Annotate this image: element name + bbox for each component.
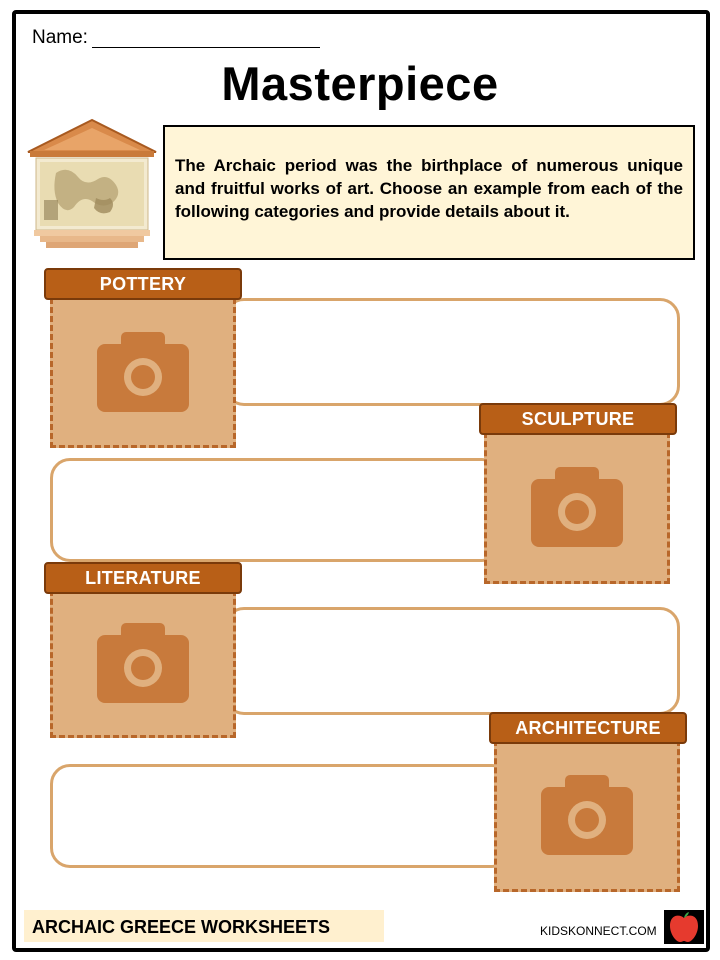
footer-brand: KIDSKONNECT.COM	[540, 924, 657, 938]
tab-architecture: ARCHITECTURE	[489, 712, 687, 744]
tab-literature: LITERATURE	[44, 562, 242, 594]
sculpture-answer-box[interactable]	[50, 458, 502, 562]
apple-icon	[664, 910, 704, 944]
name-label: Name:	[32, 27, 88, 48]
literature-answer-box[interactable]	[224, 607, 680, 715]
pottery-image-box[interactable]	[50, 298, 236, 448]
literature-image-box[interactable]	[50, 590, 236, 738]
name-field[interactable]	[92, 47, 320, 48]
tab-pottery: POTTERY	[44, 268, 242, 300]
page-title: Masterpiece	[221, 57, 499, 110]
architecture-image-box[interactable]	[494, 740, 680, 892]
footer-title: ARCHAIC GREECE WORKSHEETS	[32, 917, 331, 937]
instructions-box: The Archaic period was the birthplace of numerous unique and fruitful works of art. Choose an example from each of the following categories and provide details about it.	[163, 125, 695, 260]
architecture-answer-box[interactable]	[50, 764, 512, 868]
temple-map-illustration	[26, 118, 158, 250]
camera-icon	[97, 623, 189, 703]
pottery-answer-box[interactable]	[224, 298, 680, 406]
tab-sculpture: SCULPTURE	[479, 403, 677, 435]
camera-icon	[541, 775, 633, 855]
kidskonnect-logo	[664, 910, 704, 944]
sculpture-image-box[interactable]	[484, 432, 670, 584]
camera-icon	[97, 332, 189, 412]
camera-icon	[531, 467, 623, 547]
